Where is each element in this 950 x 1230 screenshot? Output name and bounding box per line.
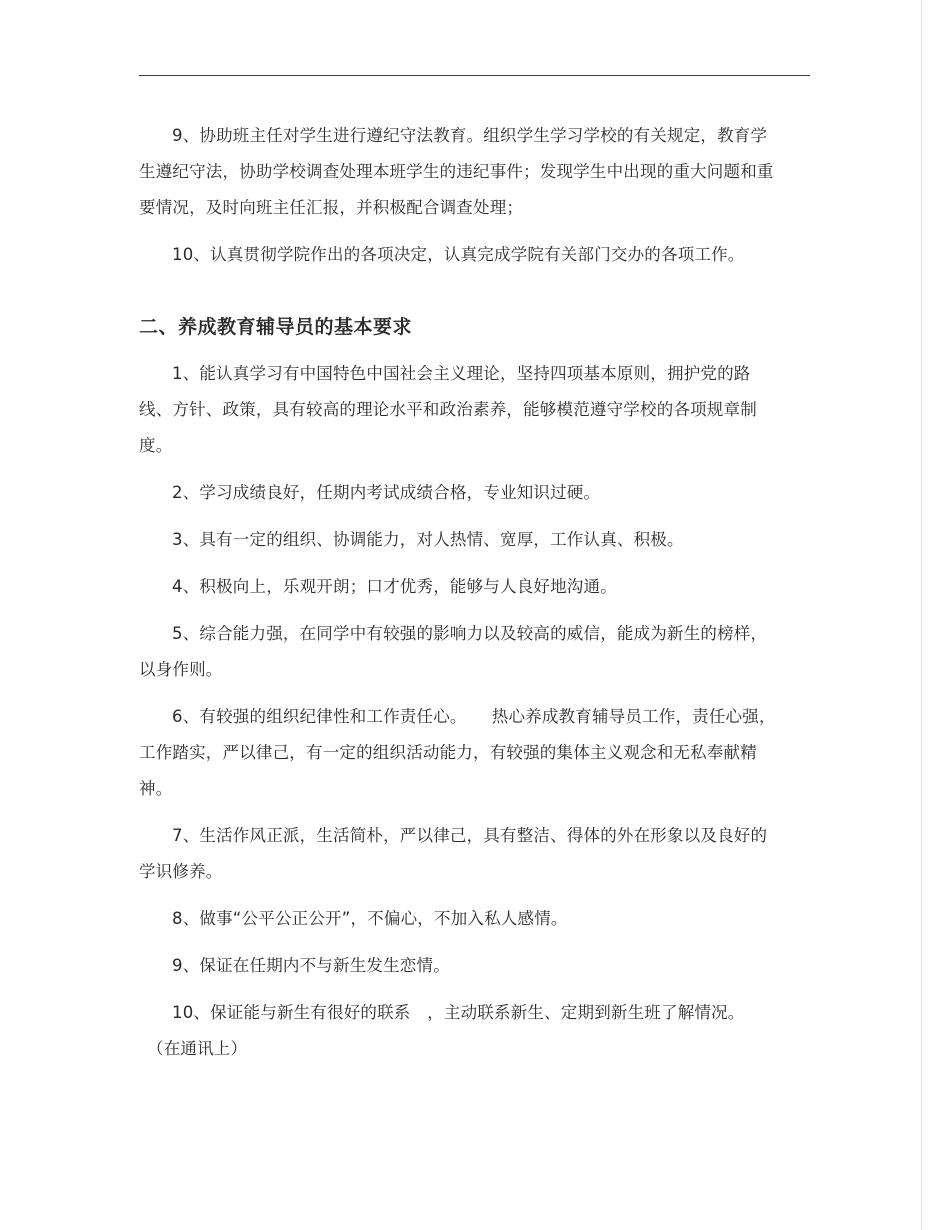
requirement-item-7: 7、生活作风正派，生活简朴，严以律己，具有整洁、得体的外在形象以及良好的学识修养。	[139, 826, 768, 881]
requirement-item-10	[139, 995, 779, 1031]
requirement-item-8: 8、做事“公平公正公开”，不偏心，不加入私人感情。	[172, 909, 568, 928]
requirement-item-10-tail	[139, 1031, 779, 1067]
requirement-item-4: 4、积极向上，乐观开朗；口才优秀，能够与人良好地沟通。	[172, 577, 617, 596]
requirement-item-6: 6、有较强的组织纪律性和工作责任心。 热心养成教育辅导员工作，责任心强，工作踏实，严以律己，有一定的组织活动能力，有较强的集体主义观念和无私奉献精神。	[139, 707, 776, 798]
requirement-item-3: 3、具有一定的组织、协调能力，对人热情、宽厚，工作认真、积极。	[172, 530, 684, 549]
requirement-item-10-text: 10、保证能与新生有很好的联系 ，主动联系新生、定期到新生班了解情况。	[172, 1003, 745, 1022]
requirement-item-9: 9、保证在任期内不与新生发生恋情。	[172, 956, 450, 975]
header-rule	[139, 75, 810, 76]
requirement-item-10-tail-text: （在通讯上）	[147, 1039, 248, 1058]
requirement-item-2: 2、学习成绩良好，任期内考试成绩合格，专业知识过硬。	[172, 483, 601, 502]
requirement-item-5: 5、综合能力强，在同学中有较强的影响力以及较高的威信，能成为新生的榜样，以身作则。	[139, 624, 768, 679]
duty-item-9: 9、协助班主任对学生进行遵纪守法教育。组织学生学习学校的有关规定，教育学生遵纪守法，协助学校调查处理本班学生的违纪事件；发现学生中出现的重大问题和重要情况，及时向班主任汇报，并积极配合调查处理；	[139, 126, 774, 217]
duty-item-10: 10、认真贯彻学院作出的各项决定，认真完成学院有关部门交办的各项工作。	[172, 245, 745, 264]
requirement-item-1: 1、能认真学习有中国特色中国社会主义理论，坚持四项基本原则，拥护党的路线、方针、政策，具有较高的理论水平和政治素养，能够模范遵守学校的各项规章制度。	[139, 364, 757, 455]
page-edge-line	[921, 0, 922, 1230]
section-heading: 二、养成教育辅导员的基本要求	[139, 316, 413, 338]
document-body	[139, 118, 779, 1078]
